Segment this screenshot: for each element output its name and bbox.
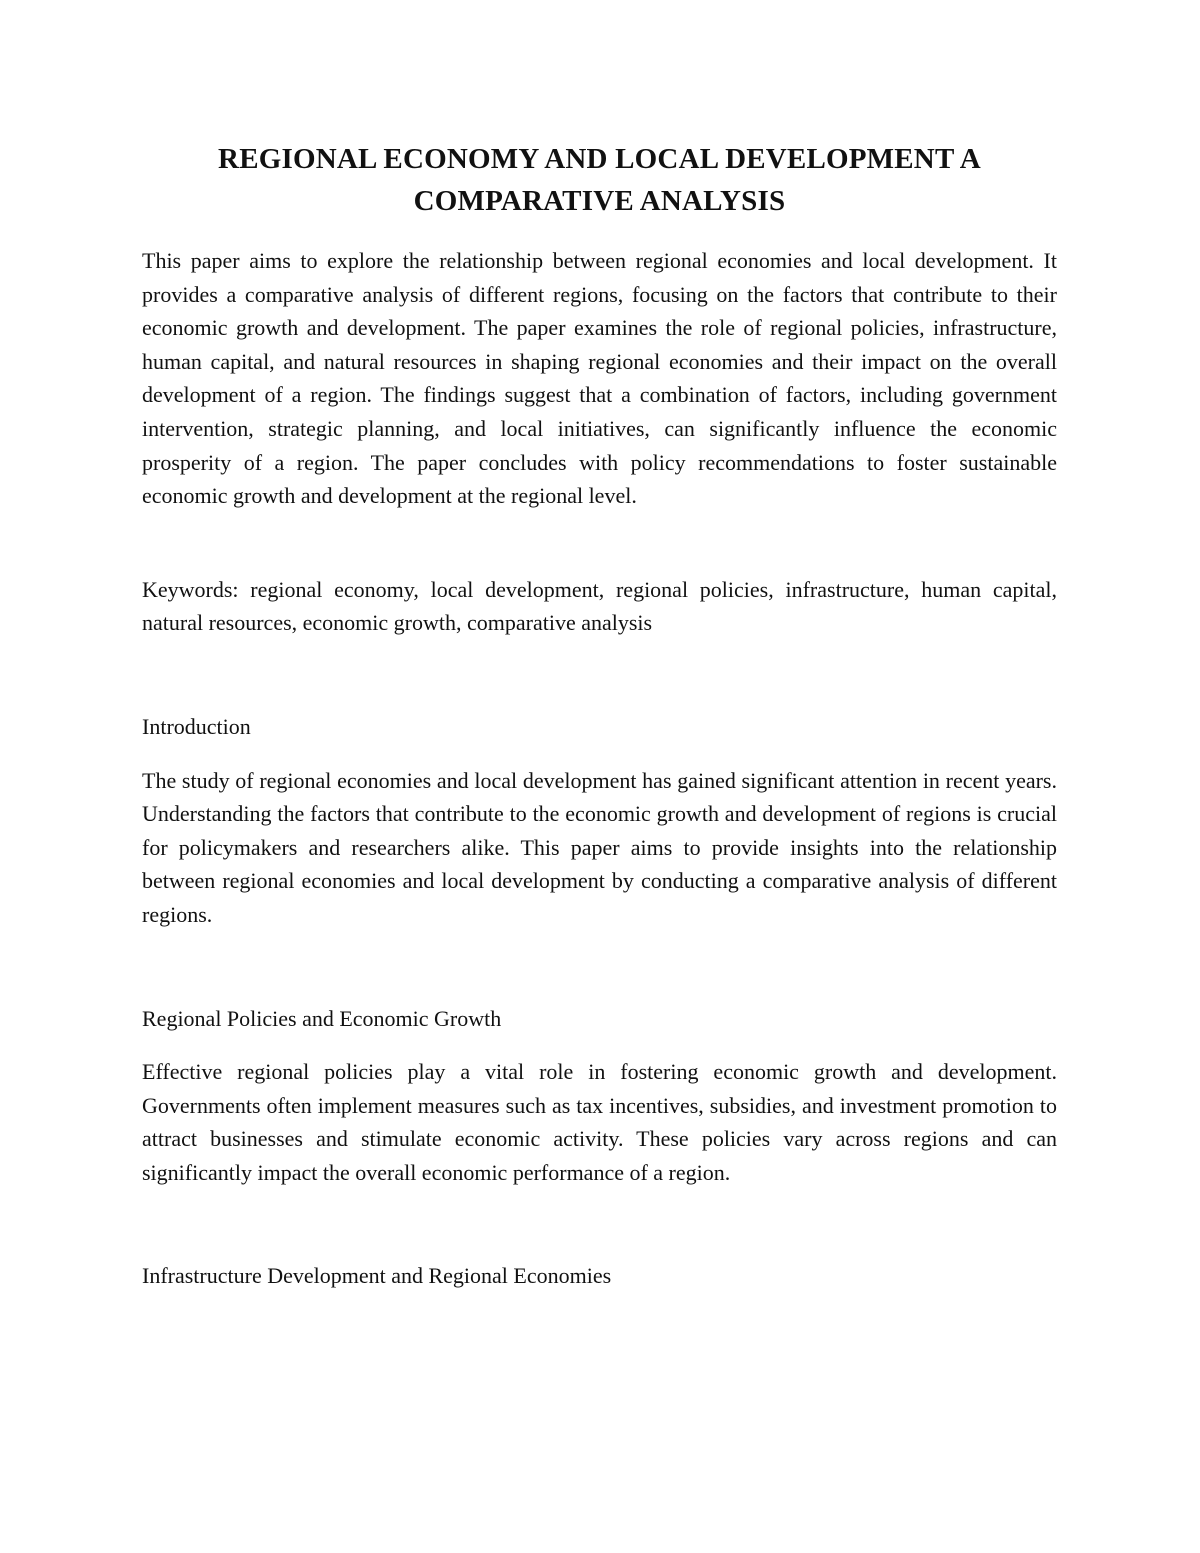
paper-title: REGIONAL ECONOMY AND LOCAL DEVELOPMENT A COMPARATIVE ANALYSIS (218, 143, 981, 217)
abstract-paragraph: This paper aims to explore the relationship between regional economies and local development. It provides a comparative analysis of different regions, focusing on the factors that contribute to their economic growth and development. The paper examines the role of regional policies, infrastructure, human capital, and natural resources in shaping regional economies and their impact on the overall development of a region. The findings suggest that a combination of factors, including government intervention, strategic planning, and local initiatives, can significantly influence the economic prosperity of a region. The paper concludes with policy recommendations to foster sustainable economic growth and development at the regional level. (142, 248, 1057, 509)
section-heading-introduction: Introduction (142, 713, 251, 739)
section-body-introduction: The study of regional economies and local development has gained significant attention in recent years. Understanding the factors that contribute to the economic growth and development of regions is crucial for policymakers and researchers alike. This paper aims to provide insights into the relationship between regional economies and local development by conducting a comparative analysis of different regions. (142, 767, 1057, 927)
section-body-regional-policies: Effective regional policies play a vital role in fostering economic growth and development. Governments often implement measures such as tax incentives, subsidies, and investment promotion to attract businesses and stimulate economic activity. These policies vary across regions and can significantly impact the overall economic performance of a region. (142, 1059, 1057, 1185)
spacer (142, 1189, 1057, 1259)
keywords-paragraph: Keywords: regional economy, local development, regional policies, infrastructure, human capital, natural resources, economic growth, comparative analysis (142, 576, 1057, 636)
section-heading-regional-policies: Regional Policies and Economic Growth (142, 1005, 502, 1031)
spacer (142, 640, 1057, 710)
section-heading-infrastructure: Infrastructure Development and Regional Economies (142, 1263, 612, 1289)
spacer (142, 932, 1057, 1002)
spacer (142, 513, 1057, 573)
document-page (142, 138, 1057, 1313)
